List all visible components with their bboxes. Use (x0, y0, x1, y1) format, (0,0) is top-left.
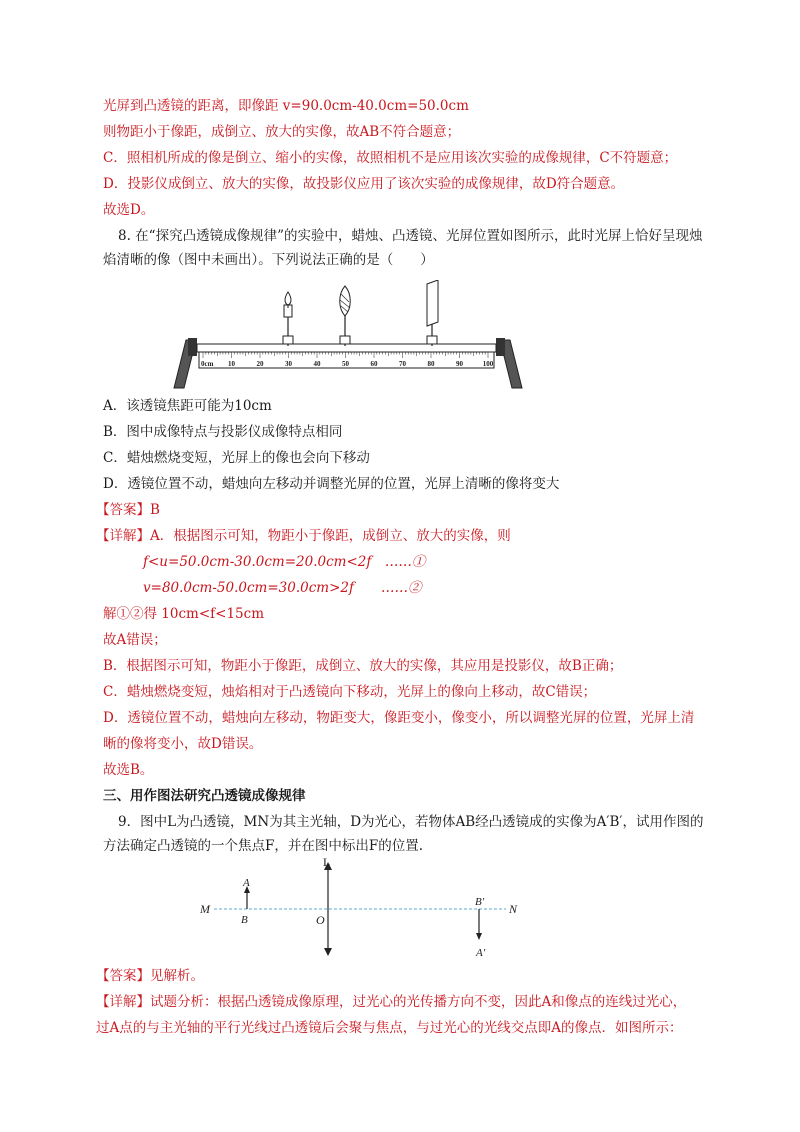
ruler-label: 100 (482, 360, 494, 368)
q9-stem-line-2: 方法确定凸透镜的一个焦点F，并在图中标出F的位置. (103, 838, 424, 854)
label-m: M (200, 902, 210, 916)
ruler-label: 90 (456, 360, 463, 368)
q8-detail-7: C．蜡烛燃烧变短，烛焰相对于凸透镜向下移动，光屏上的像向上移动，故C错误； (103, 684, 597, 700)
q8-detail-8: D．透镜位置不动，蜡烛向左移动，物距变大，像距变小，像变小，所以调整光屏的位置，光屏上清 (103, 710, 695, 726)
ruler-label: 30 (285, 360, 292, 368)
q8-detail-4: 解①②得 10cm<f<15cm (103, 606, 264, 622)
lens-bottom-arrow (324, 948, 332, 956)
screen-holder (427, 280, 438, 346)
optical-bench-figure (172, 280, 532, 400)
intro-line-2: 则物距小于像距，成倒立、放大的实像，故AB不符合题意； (103, 124, 461, 140)
bench-left-block (188, 338, 197, 356)
label-b: B (241, 914, 248, 926)
ruler-label: 40 (313, 360, 321, 368)
image-arrowhead (476, 933, 482, 940)
q9-stem-line-1: 9．图中L为凸透镜，MN为其主光轴，D为光心，若物体AB经凸透镜成的实像为A′B′，试用作图的 (118, 814, 704, 830)
label-l: L (323, 855, 331, 869)
ruler-label: 60 (370, 360, 378, 368)
ruler-label: 0cm (201, 360, 214, 368)
label-b-prime: B′ (475, 896, 485, 908)
q8-detail-5: 故A错误； (103, 632, 167, 648)
q9-detail-1: 【详解】试题分析：根据凸透镜成像原理，过光心的光传播方向不变，因此A和像点的连线过光心， (96, 994, 687, 1010)
intro-line-5: 故选D。 (103, 202, 155, 218)
bench-rail (197, 344, 496, 352)
ruler-label: 50 (342, 360, 349, 368)
bench-right-block (496, 338, 505, 356)
q8-option-a: A．该透镜焦距可能为10cm (103, 398, 272, 414)
q8-detail-10: 故选B。 (103, 762, 154, 778)
q8-detail-1: 【详解】A．根据图示可知，物距小于像距，成倒立、放大的实像，则 (96, 528, 511, 544)
label-n: N (509, 902, 518, 916)
q8-detail-6: B．根据图示可知，物距小于像距，成倒立、放大的实像，其应用是投影仪，故B正确； (103, 658, 623, 674)
q8-option-d: D．透镜位置不动，蜡烛向左移动并调整光屏的位置，光屏上清晰的像将变大 (103, 476, 560, 492)
label-a: A (243, 877, 250, 889)
q8-stem-line-2: 焰清晰的像（图中未画出）。下列说法正确的是（ ） (103, 252, 434, 268)
section-title: 三、用作图法研究凸透镜成像规律 (103, 788, 306, 804)
ruler-label: 20 (256, 360, 264, 368)
ruler-label: 70 (399, 360, 406, 368)
q8-detail-2: f<u=50.0cm-30.0cm=20.0cm<2f ……① (143, 554, 426, 570)
q8-detail-3: v=80.0cm-50.0cm=30.0cm>2f ……② (143, 580, 422, 596)
q8-stem-line-1: 8. 在“探究凸透镜成像规律”的实验中，蜡烛、凸透镜、光屏位置如图所示，此时光屏上恰好呈现烛 (118, 228, 703, 244)
q8-option-b: B．图中成像特点与投影仪成像特点相同 (103, 424, 343, 440)
intro-line-4: D．投影仪成倒立、放大的实像，故投影仪应用了该次实验的成像规律，故D符合题意。 (103, 176, 625, 192)
label-a-prime: A′ (476, 947, 486, 959)
intro-line-3: C．照相机所成的像是倒立、缩小的实像，故照相机不是应用该次实验的成像规律，C不符题意； (103, 150, 678, 166)
lens-holder (340, 286, 351, 346)
q8-option-c: C．蜡烛燃烧变短，光屏上的像也会向下移动 (103, 450, 370, 466)
q9-detail-2: 过A点的与主光轴的平行光线过凸透镜后会聚与焦点，与过光心的光线交点即A的像点．如图所示： (96, 1020, 683, 1036)
intro-line-1: 光屏到凸透镜的距离，即像距 v=90.0cm-40.0cm=50.0cm (103, 98, 469, 114)
lens-diagram-figure (196, 852, 536, 962)
ruler-label: 80 (427, 360, 435, 368)
label-o: O (316, 913, 325, 927)
ruler-label: 10 (228, 360, 235, 368)
candle-holder (283, 292, 293, 346)
q8-detail-9: 晰的像将变小，故D错误。 (103, 736, 263, 752)
q9-answer: 【答案】见解析。 (96, 968, 204, 984)
q8-answer: 【答案】B (96, 502, 160, 518)
